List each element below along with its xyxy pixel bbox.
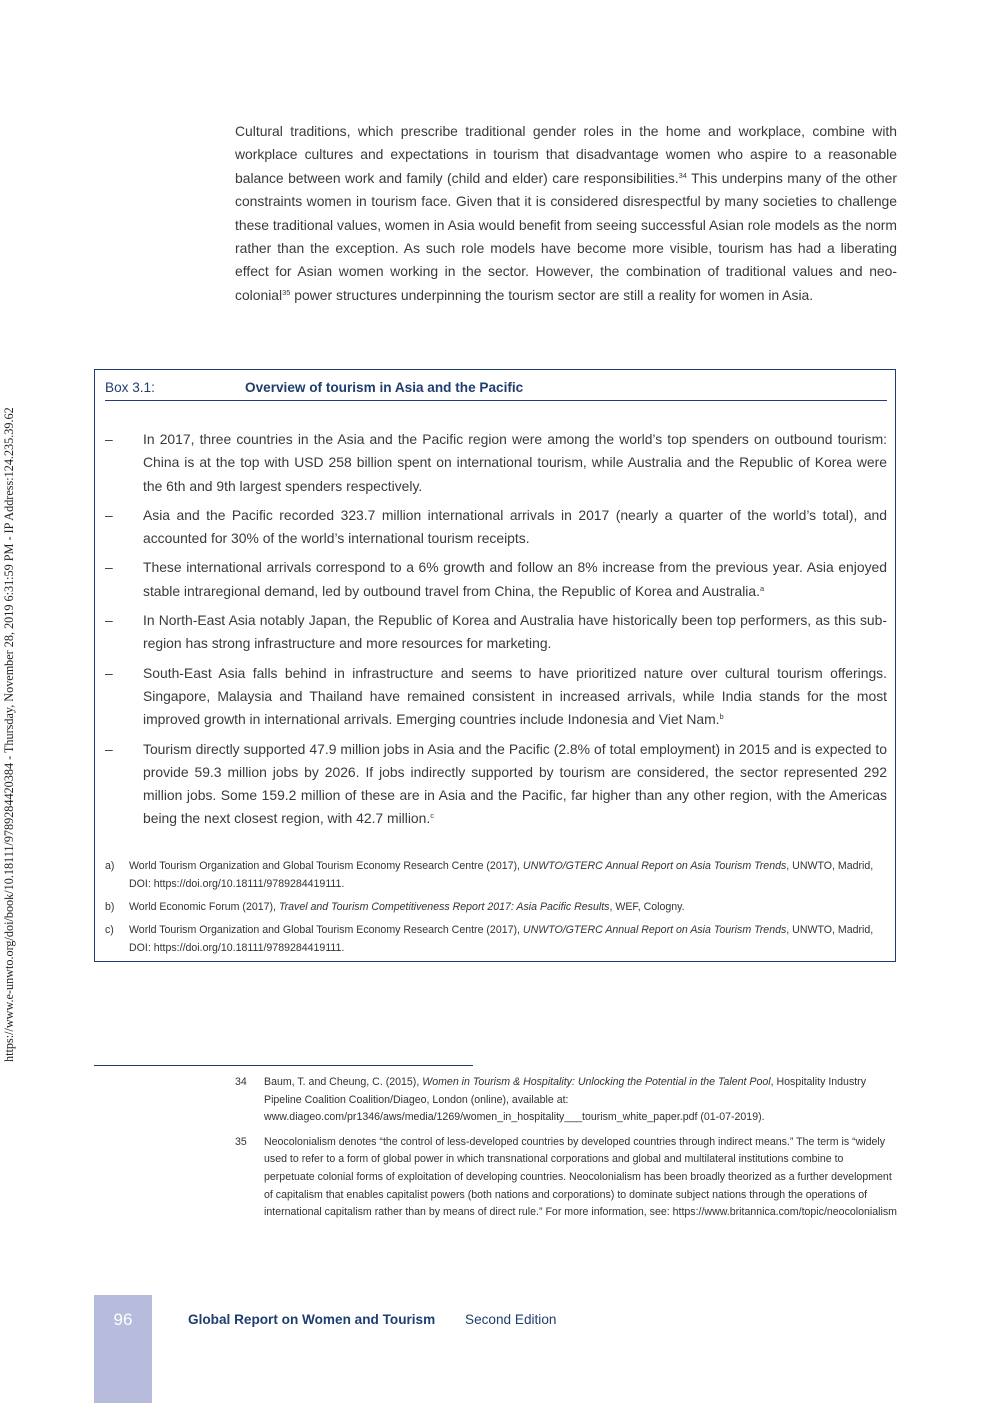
box-bullet-list [105,428,887,837]
bullet-text: In 2017, three countries in the Asia and the Pacific region were among the world’s top spenders on outbound tourism: China is at the top with USD 258 billion spent on international tourism, while Australia and the Republic of Korea were the 6th and 9th largest spenders respectively. [143,431,887,494]
note-text: World Economic Forum (2017), [129,901,279,913]
footer-edition: Second Edition [465,1312,557,1327]
bullet-item [105,504,887,551]
intro-text-1: Cultural traditions, which prescribe traditional gender roles in the home and workplace, combine with workplace cultures and expectations in tourism that disadvantage women who aspire to a reasonable balance between work and family (child and elder) care responsibilities. [235,123,897,186]
dash-marker: – [105,664,113,681]
dash-marker: – [105,431,113,447]
note-ref-b[interactable]: b [719,712,724,722]
note-text-after: , UNWTO, Madrid, DOI: https://doi.org/10.18111/9789284419111. [129,924,874,954]
source-note [105,921,887,957]
note-title: Travel and Tourism Competitiveness Report 2017: Asia Pacific Results [278,901,610,913]
footnote-text: Neocolonialism denotes “the control of less-developed countries by developed countries through indirect means.” The term is “widely used to refer to a form of global power in which transnational corporations and global and multilateral institutions combine to perpetuate colonial forms of exploitation of developing countries. Neocolonialism has been broadly theorized as a further development of capitalism that enables capitalist powers (both nations and corporations) to dominate subject nations through the operations of international capitalism rather than by means of direct rule.” For more information, see: https://www.britannica.com/topic/neocolonialism [264,1135,897,1219]
note-letter: b) [105,901,115,913]
footnotes-list [235,1074,897,1229]
note-title: UNWTO/GTERC Annual Report on Asia Tourism Trends [522,924,787,936]
box-3-1 [94,369,896,962]
box-header [105,380,887,401]
box-title: Overview of tourism in Asia and the Pacific [245,380,524,395]
bullet-item [105,556,887,603]
note-text: World Tourism Organization and Global Tourism Economy Research Centre (2017), [129,924,523,936]
intro-text-2: This underpins many of the other constraints women in tourism face. Given that it is considered disrespectful by many societies to challenge these traditional values, women in Asia would benefit from seeing successful Asian role models as the norm rather than the exception. As such role models have become more visible, tourism has had a liberating effect for Asian women working in the sector. However, the combination of traditional values and neo-colonial [235,169,897,303]
footnote-text: Baum, T. and Cheung, C. (2015), [264,1076,423,1088]
source-note [105,857,887,893]
footnote-ref-35[interactable]: 35 [282,287,291,297]
source-note [105,898,887,916]
page-number: 96 [113,1310,133,1329]
note-letter: c) [105,924,114,936]
intro-paragraph [235,120,897,307]
bullet-text: Tourism directly supported 47.9 million jobs in Asia and the Pacific (2.8% of total employment) in 2015 and is expected to provide 59.3 million jobs by 2026. If jobs indirectly supported by tourism are considered, the sector represented 292 million jobs. Some 159.2 million of these are in Asia and the Pacific, far higher than any other region, with the Americas being the next closest region, with 42.7 million. [143,740,887,827]
footnote-title: Women in Tourism & Hospitality: Unlocking the Potential in the Talent Pool [422,1076,771,1088]
footnote-number: 35 [235,1135,247,1148]
box-source-notes [105,857,887,962]
dash-marker: – [105,740,113,757]
bullet-item [105,738,887,831]
page-number-tab [94,1295,152,1403]
footnote-35 [235,1134,897,1222]
footnote-number: 34 [235,1076,247,1088]
note-text: World Tourism Organization and Global Tourism Economy Research Centre (2017), [129,860,523,872]
footnote-text-after: , Hospitality Industry Pipeline Coalition Coalition/Diageo, London (online), available at: www.diageo.com/pr1346/aws/media/1269/women_in_hospitality___tourism_white_paper.pdf (01-07-2019). [264,1076,867,1124]
box-number: Box 3.1: [105,380,155,395]
note-ref-a[interactable]: a [759,583,765,593]
note-text-after: , WEF, Cologny. [609,901,685,913]
bullet-text: These international arrivals correspond to a 6% growth and follow an 8% increase from the previous year. Asia enjoyed stable intraregional demand, led by outbound travel from China, the Republic of Korea and Australia. [143,559,887,599]
bullet-item [105,609,887,656]
footnote-34 [235,1074,897,1127]
dash-marker: – [105,559,113,576]
dash-marker: – [105,612,113,629]
bullet-text: South-East Asia falls behind in infrastructure and seems to have prioritized nature over cultural tourism offerings. Singapore, Malaysia and Thailand have remained consistent in increased arrivals, while India stands for the most improved growth in international arrivals. Emerging countries include Indonesia and Viet Nam. [143,664,887,728]
intro-text-3: power structures underpinning the tourism sector are still a reality for women in Asia. [290,286,814,303]
bullet-item [105,428,887,498]
note-text-after: , UNWTO, Madrid, DOI: https://doi.org/10.18111/9789284419111. [129,860,874,890]
note-ref-c[interactable]: c [430,811,434,821]
note-title: UNWTO/GTERC Annual Report on Asia Tourism Trends [522,860,787,872]
dash-marker: – [105,506,113,523]
footnote-divider [94,1065,473,1066]
footnote-ref-34[interactable]: 34 [678,170,687,180]
bullet-text: In North-East Asia notably Japan, the Republic of Korea and Australia have historically been top performers, as this sub-region has strong infrastructure and more resources for marketing. [143,612,887,652]
side-margin-url: https://www.e-unwto.org/doi/book/10.18111/9789284420384 - Thursday, November 28, 2019 6:31:59 PM - IP Address:124.235.39.62 [2,407,16,1062]
bullet-text: Asia and the Pacific recorded 323.7 million international arrivals in 2017 (nearly a quarter of the world’s total), and accounted for 30% of the world’s international tourism receipts. [143,506,887,547]
footer-report-title: Global Report on Women and Tourism [188,1312,436,1327]
note-letter: a) [105,860,115,872]
bullet-item [105,662,887,732]
